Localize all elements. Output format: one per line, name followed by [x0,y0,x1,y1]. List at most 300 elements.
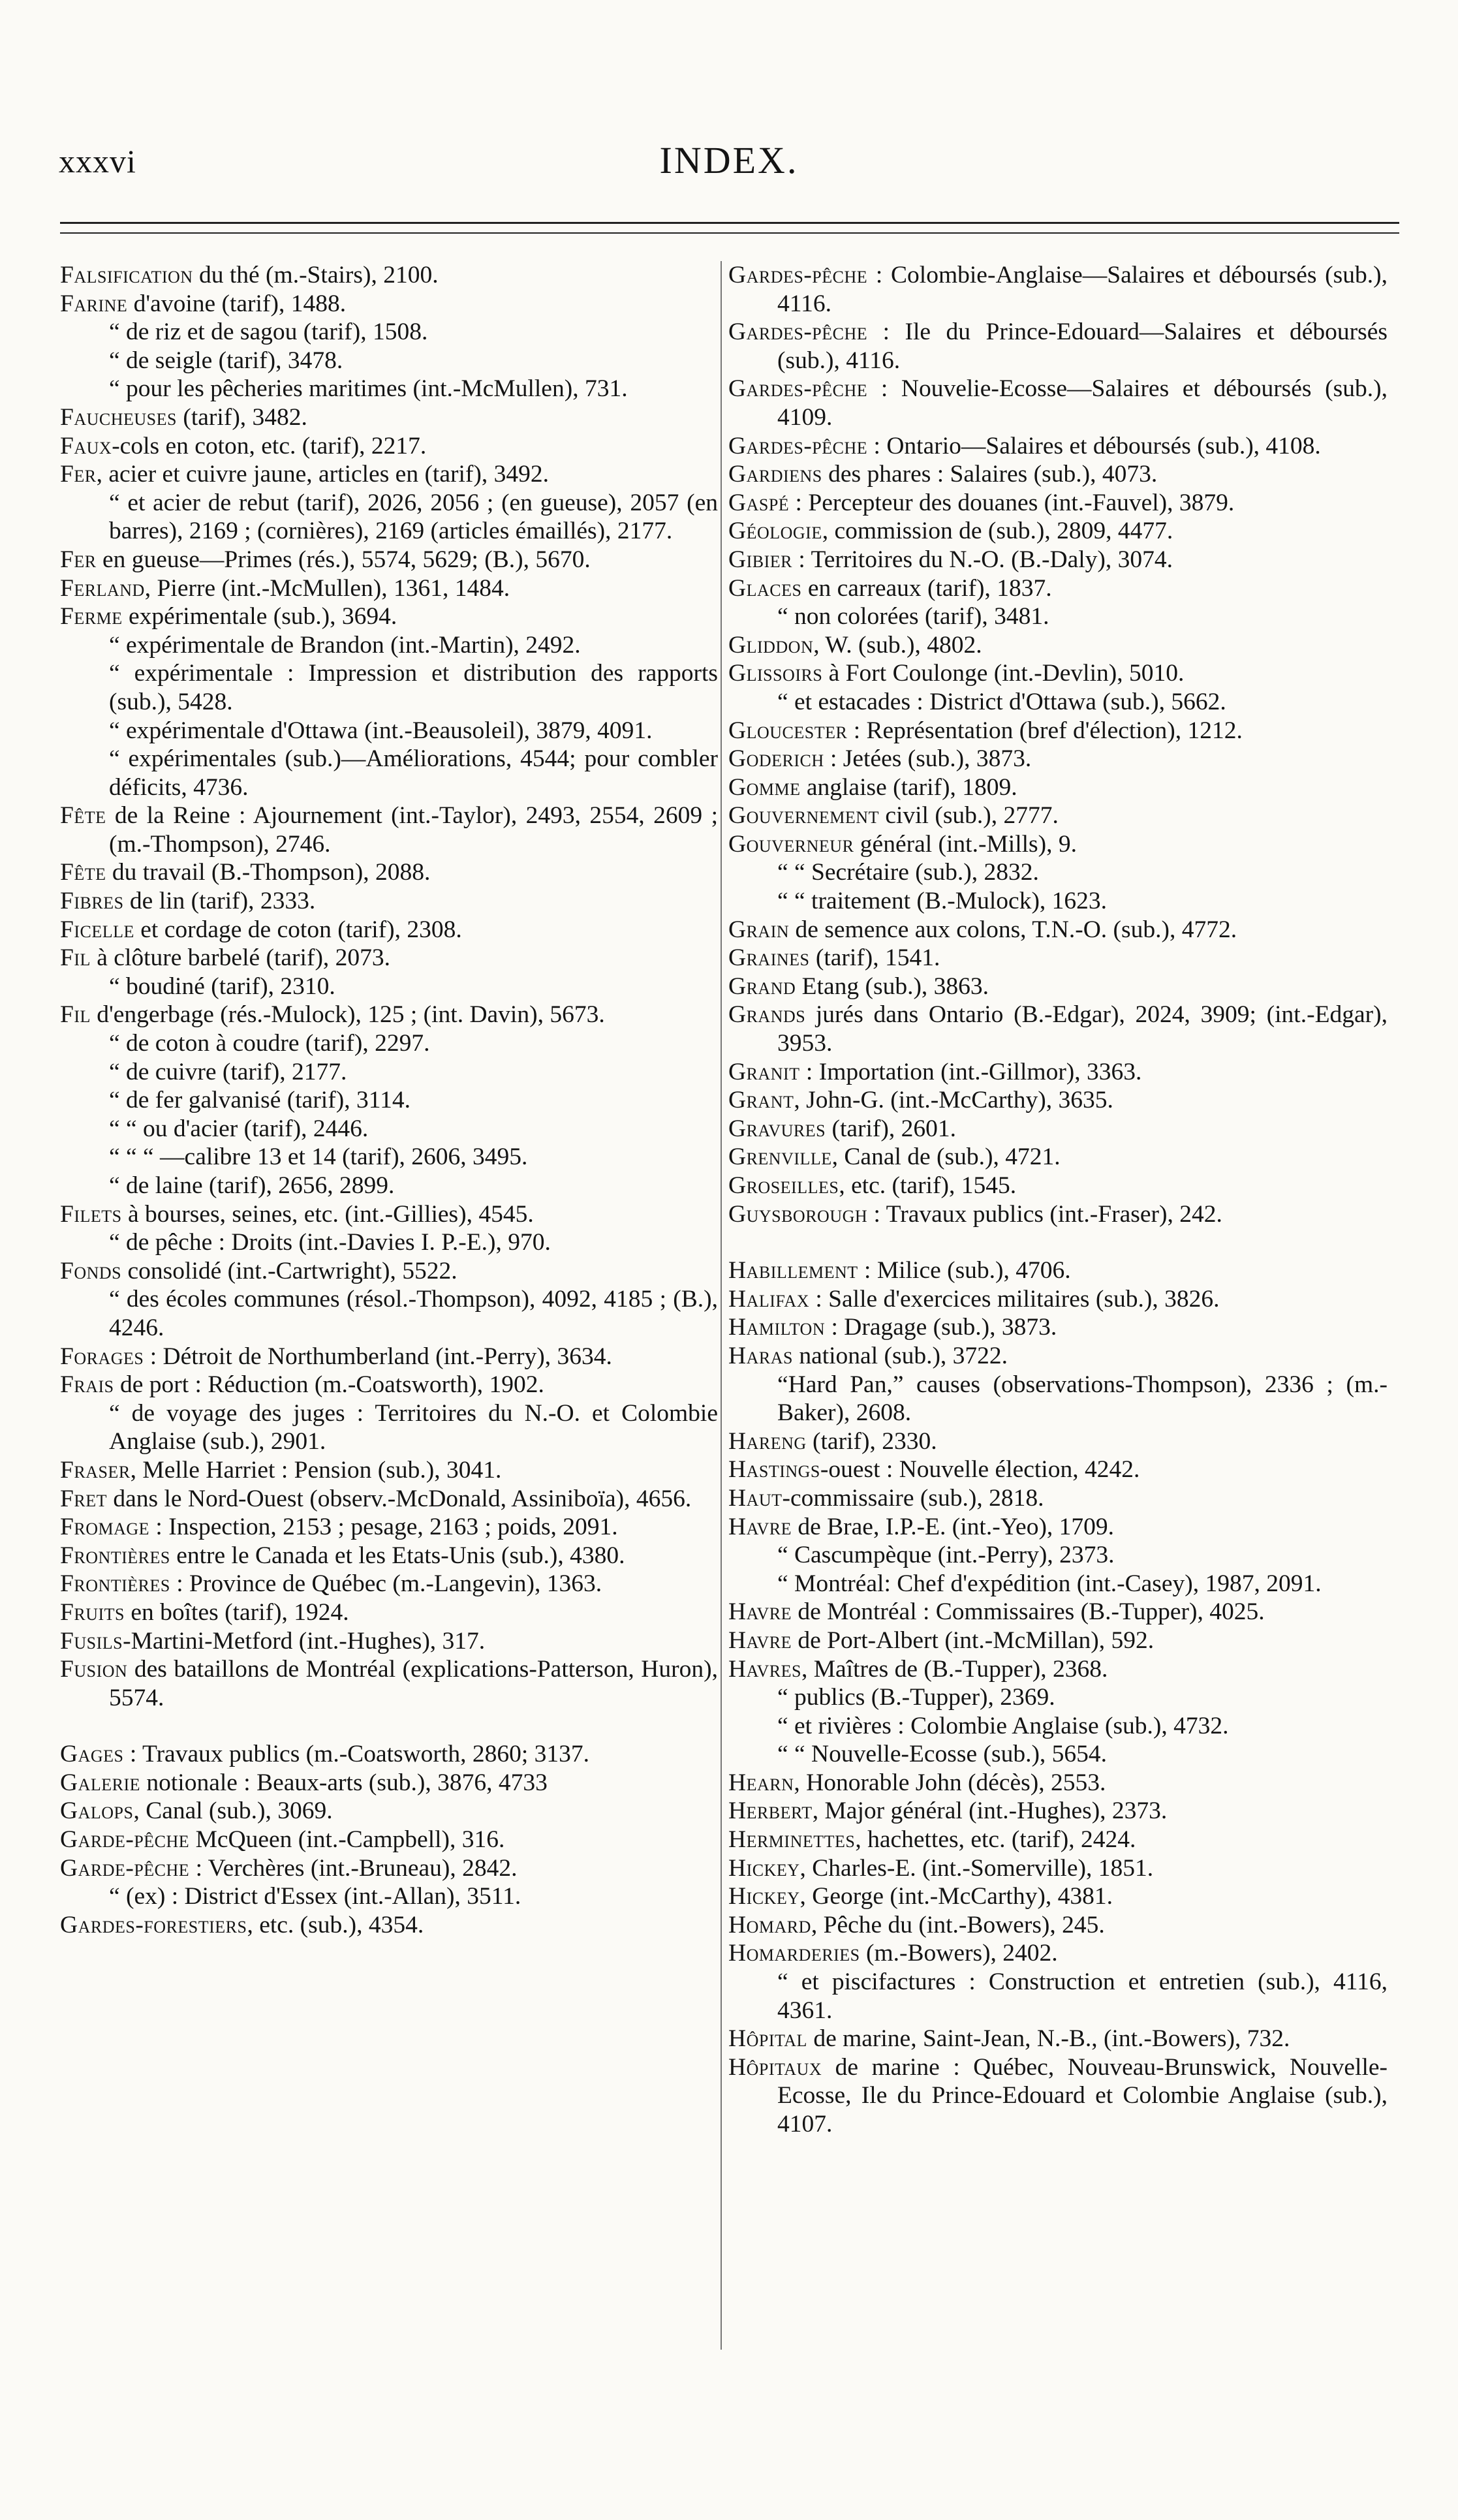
index-entry-keyword: Hôpitaux [728,2053,822,2081]
index-entry-text: , Charles-E. (int.-Somerville), 1851. [799,1854,1154,1882]
index-entry-keyword: Havre [728,1598,792,1626]
index-entry [728,944,1388,972]
index-entry [728,1939,1388,1968]
index-entry-keyword: Havre [728,1626,792,1654]
index-entry [728,631,1388,660]
index-entry-keyword: Frontières [60,1542,170,1569]
index-entry-keyword: Hickey [728,1883,800,1910]
index-entry-keyword: Ficelle [60,916,134,943]
index-entry [728,318,1388,375]
index-entry-text: : Salle d'exercices militaires (sub.), 3826. [809,1285,1220,1313]
index-entry-text: en carreaux (tarif), 1837. [801,574,1052,602]
index-entry-text: “ Montréal: Chef d'expédition (int.-Casey), 1987, 2091. [777,1570,1322,1597]
index-entry-text: entre le Canada et les Etats-Unis (sub.), 4380. [170,1542,625,1569]
index-entry-keyword: Fer [60,546,97,573]
index-entry-keyword: Homarderies [728,1940,860,1967]
index-entry [60,375,718,403]
index-column-right [728,261,1388,2139]
header-rule-thin [713,232,1399,234]
index-entry-text: de marine, Saint-Jean, N.-B., (int.-Bowers), 732. [807,2025,1290,2053]
index-entry-text: “ de cuivre (tarif), 2177. [109,1058,347,1085]
index-entry-keyword: Fête [60,802,106,830]
index-entry [728,972,1388,1001]
index-entry-text: : Milice (sub.), 4706. [858,1257,1071,1284]
index-entry-text: à bourses, seines, etc. (int.-Gillies), 4545. [121,1200,534,1228]
index-entry-text: civil (sub.), 2777. [878,802,1059,830]
index-entry [728,801,1388,830]
index-entry-keyword: Groseilles [728,1172,839,1199]
index-entry [728,1484,1388,1513]
index-entry-text: “ “ ou d'acier (tarif), 2446. [109,1115,369,1142]
index-entry-keyword: Herminettes [728,1826,856,1854]
index-entry-text: consolidé (int.-Cartwright), 5522. [121,1257,458,1284]
index-entry [60,1029,718,1058]
index-entry-keyword: Herbert [728,1797,813,1825]
index-entry [728,2025,1388,2053]
index-entry-text: , Canal de (sub.), 4721. [831,1143,1061,1171]
index-entry [60,1655,718,1712]
index-entry-keyword: Garde-pêche [60,1826,190,1854]
index-entry-text: “ expérimentale d'Ottawa (int.-Beausoleil), 3879, 4091. [109,717,653,744]
index-entry-text: “ expérimentale de Brandon (int.-Martin), 2492. [109,631,581,659]
index-entry [728,602,1388,631]
index-entry-text: “ et piscifactures : Construction et entretien (sub.), 4116, 4361. [777,1968,1388,2024]
index-entry-text: de la Reine : Ajournement (int.-Taylor), 2493, 2554, 2609 ; (m.-Thompson), 2746. [106,802,718,858]
index-entry-keyword: Fusils [60,1627,123,1655]
index-entry-keyword: Forages [60,1343,144,1370]
index-entry-keyword: Homard [728,1911,811,1938]
index-entry-text: général (int.-Mills), 9. [854,830,1078,858]
index-entry-text: du thé (m.-Stairs), 2100. [193,262,439,288]
index-entry [728,745,1388,773]
index-entry-keyword: Garde-pêche [60,1854,190,1882]
index-entry-keyword: Galops [60,1797,134,1825]
index-entry-text: à Fort Coulonge (int.-Devlin), 5010. [822,660,1185,687]
index-entry-text: “ expérimentale : Impression et distribution des rapports (sub.), 5428. [109,660,718,715]
index-entry-keyword: Havres [728,1655,801,1683]
index-entry-keyword: Gardes-pêche [728,432,868,459]
index-entry [728,1769,1388,1797]
index-entry-keyword: Haut [728,1484,783,1512]
index-entry [728,261,1388,318]
index-entry-text: : Colombie-Anglaise—Salaires et déboursés (sub.), 4116. [777,262,1388,317]
index-entry-text: “ de fer galvanisé (tarif), 3114. [109,1087,411,1114]
index-entry-text: (tarif), 1541. [809,944,940,972]
index-entry-text: du travail (B.-Thompson), 2088. [106,859,431,886]
index-entry-keyword: Gages [60,1741,124,1768]
index-entry-text: , acier et cuivre jaune, articles en (tarif), 3492. [96,461,549,488]
index-entry-text: et cordage de coton (tarif), 2308. [134,916,462,943]
index-entry [728,1086,1388,1115]
index-entry-keyword: Filets [60,1200,122,1228]
index-entry [728,1968,1388,2025]
index-entry [728,1626,1388,1655]
index-entry-text: (tarif), 2601. [826,1115,957,1142]
index-entry-keyword: Fil [60,944,91,972]
index-entry [60,1200,718,1229]
index-entry [60,432,718,461]
index-entry [60,347,718,375]
index-entry-keyword: Gliddon [728,631,814,659]
index-entry [60,460,718,489]
index-entry-text: , W. (sub.), 4802. [813,631,982,659]
index-entry [728,1570,1388,1598]
index-entry-keyword: Hareng [728,1427,807,1455]
index-entry-keyword: Fil [60,1001,91,1029]
index-entry [60,659,718,716]
index-entry-text: “ expérimentales (sub.)—Améliorations, 4544; pour combler déficits, 4736. [109,745,718,801]
index-entry-text: : Détroit de Northumberland (int.-Perry), 3634. [144,1343,612,1370]
index-entry-text: de Montréal : Commissaires (B.-Tupper), 4025. [792,1598,1265,1626]
index-entry-keyword: Gardes-pêche [728,375,868,403]
index-entry-text: : Percepteur des douanes (int.-Fauvel), 3879. [789,489,1235,516]
index-entry-text: Etang (sub.), 3863. [796,972,989,1000]
index-entry-text: “ boudiné (tarif), 2310. [109,972,335,1000]
index-entry-text: expérimentale (sub.), 3694. [122,603,397,630]
index-entry-text: (tarif), 3482. [177,403,307,431]
index-entry [60,261,718,290]
index-entry-keyword: Frontières [60,1570,170,1598]
index-entry-keyword: Grain [728,916,790,943]
index-entry [728,688,1388,717]
index-entry-text: , Maîtres de (B.-Tupper), 2368. [801,1655,1108,1683]
index-entry [728,1115,1388,1143]
index-entry-keyword: Granit [728,1058,800,1085]
index-entry-text: “ (ex) : District d'Essex (int.-Allan), 3511. [109,1883,521,1910]
index-entry-keyword: Ferland [60,574,145,602]
index-entry-text: “ et rivières : Colombie Anglaise (sub.), 4732. [777,1712,1229,1739]
index-entry [728,1655,1388,1684]
index-entry-text: “ et estacades : District d'Ottawa (sub.), 5662. [777,688,1226,715]
index-entry-keyword: Gloucester [728,717,848,744]
index-entry [728,1001,1388,1057]
index-entry-keyword: Grand [728,972,796,1000]
index-entry-text: “ publics (B.-Tupper), 2369. [777,1684,1055,1711]
index-entry-keyword: Gouverneur [728,830,854,858]
index-entry-text: notionale : Beaux-arts (sub.), 3876, 4733 [140,1769,548,1796]
index-entry-text: : Inspection, 2153 ; pesage, 2163 ; poids, 2091. [149,1514,618,1541]
index-entry-text: , commission de (sub.), 2809, 4477. [822,518,1173,545]
index-entry-text: : Verchères (int.-Bruneau), 2842. [189,1854,518,1882]
index-entry-text: , George (int.-McCarthy), 4381. [799,1883,1113,1910]
index-entry-text: , John-G. (int.-McCarthy), 3635. [794,1087,1113,1114]
index-entry-keyword: Grenville [728,1143,832,1171]
index-entry [60,1570,718,1598]
index-entry [728,517,1388,546]
index-entry [60,972,718,1001]
index-entry-keyword: Fraser [60,1456,131,1484]
index-entry [60,1797,718,1826]
index-entry [728,659,1388,688]
index-entry-text: , Honorable John (décès), 2553. [794,1769,1106,1796]
index-entry [60,1285,718,1342]
index-entry-keyword: Frais [60,1371,114,1399]
index-entry [728,1882,1388,1911]
index-entry-text: “ “ Secrétaire (sub.), 2832. [777,859,1039,886]
index-entry-text: , Major général (int.-Hughes), 2373. [812,1797,1168,1825]
page-number: xxxvi [59,143,136,179]
index-entry-text: “ des écoles communes (résol.-Thompson), 4092, 4185 ; (B.), 4246. [109,1286,718,1341]
index-entry [60,1058,718,1087]
index-entry [60,1371,718,1399]
index-entry [728,1313,1388,1342]
index-entry [60,1911,718,1940]
index-entry [728,489,1388,518]
index-entry-text: “ de riz et de sagou (tarif), 1508. [109,319,428,346]
index-entry-text: des bataillons de Montréal (explications-Patterson, Huron), 5574. [109,1656,718,1711]
running-head-title: INDEX. [659,139,799,181]
index-entry-text: (m.-Bowers), 2402. [860,1940,1058,1967]
index-entry-text: “ de seigle (tarif), 3478. [109,347,343,374]
index-entry [728,1455,1388,1484]
index-entry-keyword: Gomme [728,773,801,801]
index-entry [728,1911,1388,1940]
index-entry-text: , Pêche du (int.-Bowers), 245. [811,1911,1105,1938]
index-entry-keyword: Fonds [60,1257,122,1284]
index-entry-text: : Province de Québec (m.-Langevin), 1363. [170,1570,602,1598]
index-entry-keyword: Halifax [728,1285,809,1313]
index-entry [728,574,1388,603]
index-entry [728,1256,1388,1285]
index-entry-text: -cols en coton, etc. (tarif), 2217. [112,432,427,459]
index-entry-text: anglaise (tarif), 1809. [800,773,1017,801]
index-entry [728,546,1388,574]
index-entry [728,1513,1388,1542]
index-entry [728,1285,1388,1314]
index-entry-keyword: Hearn [728,1769,794,1796]
index-entry-text: “ “ Nouvelle-Ecosse (sub.), 5654. [777,1741,1108,1768]
index-entry-keyword: Glissoirs [728,660,823,687]
index-entry [60,887,718,916]
index-entry [728,1598,1388,1626]
index-entry-text: : Dragage (sub.), 3873. [825,1314,1057,1341]
index-entry-keyword: Grands [728,1001,806,1029]
index-entry [60,1542,718,1570]
index-entry-keyword: Havre [728,1513,792,1540]
index-entry-keyword: Fusion [60,1656,128,1683]
index-entry-keyword: Farine [60,290,128,317]
index-entry-keyword: Gaspé [728,489,790,516]
index-entry-text: des phares : Salaires (sub.), 4073. [822,461,1158,488]
index-entry [728,1143,1388,1172]
index-entry-keyword: Géologie [728,518,822,545]
index-entry [60,1115,718,1143]
index-entry-keyword: Galerie [60,1769,141,1796]
index-entry-text: , Pierre (int.-McMullen), 1361, 1484. [144,574,510,602]
index-entry-text: à clôture barbelé (tarif), 2073. [90,944,391,972]
index-entry [728,432,1388,461]
index-entry [60,602,718,631]
index-entry [60,546,718,574]
index-entry [728,1826,1388,1854]
index-entry-keyword: Gardiens [728,461,822,488]
index-entry-keyword: Ferme [60,603,123,630]
index-entry-keyword: Haras [728,1342,793,1369]
index-entry-text: “ pour les pêcheries maritimes (int.-McMullen), 731. [109,375,628,403]
index-entry-keyword: Goderich [728,745,824,773]
index-entry [60,717,718,745]
index-entry-keyword: Fête [60,859,106,886]
index-entry-text: -commissaire (sub.), 2818. [782,1484,1044,1512]
index-entry-text: , etc. (tarif), 1545. [839,1172,1017,1199]
index-entry [728,460,1388,489]
index-entry [728,1740,1388,1769]
index-entry-keyword: Grant [728,1087,794,1114]
index-entry-keyword: Hamilton [728,1314,826,1341]
index-entry-text: en boîtes (tarif), 1924. [124,1598,349,1626]
index-entry-keyword: Gouvernement [728,802,879,830]
index-entry-keyword: Hastings [728,1456,820,1484]
index-entry-text: : Importation (int.-Gillmor), 3363. [799,1058,1142,1085]
index-entry [60,858,718,887]
index-entry-keyword: Gardes-pêche [728,262,868,288]
index-entry [60,916,718,944]
index-entry-text: , etc. (sub.), 4354. [247,1911,424,1938]
index-entry-text: jurés dans Ontario (B.-Edgar), 2024, 3909; (int.-Edgar), 3953. [777,1001,1388,1057]
index-entry-text: “ Cascumpèque (int.-Perry), 2373. [777,1542,1115,1569]
index-entry [60,1598,718,1627]
index-entry [60,1001,718,1029]
index-entry-text: d'engerbage (rés.-Mulock), 125 ; (int. Davin), 5673. [90,1001,605,1029]
index-entry-keyword: Graines [728,944,810,972]
index-entry [728,830,1388,859]
index-entry [728,1371,1388,1427]
index-entry [728,1172,1388,1200]
index-column-left [60,261,718,1939]
index-entry-text: : Travaux publics (int.-Fraser), 242. [867,1200,1222,1228]
index-entry-text: de port : Réduction (m.-Coatsworth), 1902. [114,1371,544,1399]
index-entry [60,631,718,660]
index-entry [60,1343,718,1371]
index-entry [60,318,718,347]
index-entry-text: d'avoine (tarif), 1488. [127,290,347,317]
index-entry-text: : Ile du Prince-Edouard—Salaires et déboursés (sub.), 4116. [777,319,1388,374]
index-entry-text: de semence aux colons, T.N.-O. (sub.), 4772. [789,916,1237,943]
index-entry-text: de lin (tarif), 2333. [123,888,316,915]
index-entry-text: -ouest : Nouvelle élection, 4242. [820,1456,1140,1484]
index-entry-keyword: Fromage [60,1514,150,1541]
index-entry [60,1399,718,1456]
index-entry-keyword: Gardes-forestiers [60,1911,247,1938]
index-entry-text: , Canal (sub.), 3069. [133,1797,333,1825]
index-entry [60,403,718,432]
index-entry [60,1854,718,1883]
column-separator [721,261,722,2350]
index-entry [728,2053,1388,2139]
index-entry-text: en gueuse—Primes (rés.), 5574, 5629; (B.), 5670. [96,546,591,573]
index-entry-text: “ de voyage des juges : Territoires du N.-O. et Colombie Anglaise (sub.), 2901. [109,1399,718,1455]
index-entry [728,1541,1388,1570]
index-entry-text: : Ontario—Salaires et déboursés (sub.), 4108. [867,432,1321,459]
index-entry [728,375,1388,431]
index-entry [728,1427,1388,1456]
index-entry [728,1712,1388,1741]
index-entry [60,290,718,319]
index-entry-text: “ de laine (tarif), 2656, 2899. [109,1172,395,1199]
index-entry-text: : Représentation (bref d'élection), 1212. [847,717,1243,744]
index-entry-text: national (sub.), 3722. [792,1342,1008,1369]
index-entry [728,1342,1388,1371]
index-entry-text: “ non colorées (tarif), 3481. [777,603,1049,630]
index-entry-keyword: Fibres [60,888,124,915]
index-entry [728,887,1388,916]
index-entry-text: de marine : Québec, Nouveau-Brunswick, Nouvelle-Ecosse, Ile du Prince-Edouard et Colombie Anglaise (sub.), 4107. [777,2053,1388,2138]
index-entry-text: de Port-Albert (int.-McMillan), 592. [792,1626,1155,1654]
index-entry [60,1513,718,1542]
header-rule [60,222,726,224]
index-entry-keyword: Gibier [728,546,792,573]
index-entry-keyword: Guysborough [728,1200,868,1228]
index-entry [60,1769,718,1797]
index-entry [60,1228,718,1257]
index-entry-text: de Brae, I.P.-E. (int.-Yeo), 1709. [792,1513,1115,1540]
index-entry-text: “ “ traitement (B.-Mulock), 1623. [777,888,1108,915]
index-entry-keyword: Fer [60,461,97,488]
index-entry-keyword: Hickey [728,1854,800,1882]
index-entry [728,1683,1388,1712]
index-entry-keyword: Glaces [728,574,802,602]
index-entry-text: “ “ “ —calibre 13 et 14 (tarif), 2606, 3495. [109,1143,528,1171]
index-entry [60,1257,718,1286]
index-entry [728,1797,1388,1826]
index-entry [60,745,718,801]
index-entry [60,1086,718,1115]
index-entry [60,1627,718,1656]
header-rule-thin [60,232,726,234]
index-entry-keyword: Hôpital [728,2025,807,2053]
index-entry [60,1143,718,1172]
index-entry [60,489,718,546]
index-entry-text: McQueen (int.-Campbell), 316. [189,1826,505,1854]
index-entry [728,773,1388,802]
index-entry-keyword: Fruits [60,1598,125,1626]
index-entry-text: , hachettes, etc. (tarif), 2424. [855,1826,1136,1854]
index-entry [728,858,1388,887]
index-entry [728,717,1388,745]
header-rule [713,222,1399,224]
index-entry-text: : Nouvelie-Ecosse—Salaires et déboursés (sub.), 4109. [777,375,1388,431]
index-entry-text: “ de coton à coudre (tarif), 2297. [109,1030,430,1057]
index-entry-text: dans le Nord-Ouest (observ.-McDonald, Assiniboïa), 4656. [106,1485,692,1512]
index-entry-text: “Hard Pan,” causes (observations-Thompson), 2336 ; (m.-Baker), 2608. [777,1371,1388,1427]
index-entry-keyword: Fret [60,1485,107,1512]
index-entry [60,1456,718,1485]
index-entry-keyword: Gardes-pêche [728,319,868,346]
index-entry [728,1854,1388,1883]
index-entry-text: : Travaux publics (m.-Coatsworth, 2860; 3137. [123,1741,590,1768]
index-entry [728,1058,1388,1087]
index-entry-text: (tarif), 2330. [806,1427,937,1455]
index-entry [728,916,1388,944]
index-entry-keyword: Faux [60,432,112,459]
index-entry [60,1485,718,1514]
index-entry-text: : Jetées (sub.), 3873. [824,745,1032,773]
index-entry-text: : Territoires du N.-O. (B.-Daly), 3074. [792,546,1173,573]
index-entry-text: “ et acier de rebut (tarif), 2026, 2056 ; (en gueuse), 2057 (en barres), 2169 ; (cornières), 2169 (articles émaillés), 2177. [109,489,718,545]
index-entry-text: “ de pêche : Droits (int.-Davies I. P.-E.), 970. [109,1229,551,1256]
index-entry [60,1740,718,1769]
index-entry [60,801,718,858]
index-entry-text: , Melle Harriet : Pension (sub.), 3041. [130,1456,502,1484]
index-entry [60,1882,718,1911]
index-entry [60,1172,718,1200]
index-entry-keyword: Habillement [728,1257,858,1284]
index-entry-text: -Martini-Metford (int.-Hughes), 317. [123,1627,486,1655]
index-entry-keyword: Faucheuses [60,403,177,431]
index-entry [60,1826,718,1854]
index-entry-keyword: Falsification [60,262,193,288]
index-entry-keyword: Gravures [728,1115,826,1142]
